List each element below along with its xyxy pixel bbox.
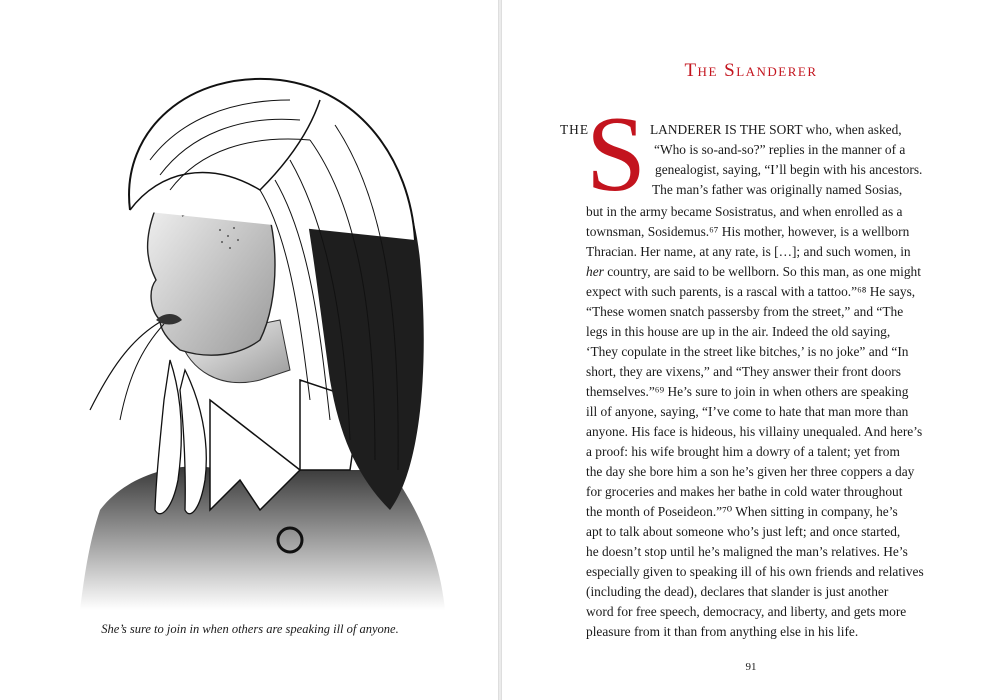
body-line: pleasure from it than from anything else in his life. xyxy=(586,624,859,639)
body-line: expect with such parents, is a rascal with a tattoo.”⁶⁸ He says, xyxy=(586,284,916,299)
page-number: 91 xyxy=(745,661,757,673)
body-line: ‘They copulate in the street like bitches,’ is no joke” and “In xyxy=(586,344,909,359)
drop-cap: S xyxy=(586,95,647,214)
body-line: apt to talk about someone who’s just left; and once started, xyxy=(586,524,901,539)
body-line: the day she bore him a son he’s given her three coppers a day xyxy=(586,464,915,479)
body-line: themselves.”⁶⁹ He’s sure to join in when others are speaking xyxy=(586,384,909,399)
body-line: Thracian. Her name, at any rate, is […]; and such women, in xyxy=(586,244,911,259)
emphasis-word: her xyxy=(586,264,604,279)
lead-word: THE xyxy=(560,122,590,137)
body-line: ill of anyone, saying, “I’ve come to hate that man more than xyxy=(586,404,909,419)
left-page xyxy=(0,0,498,700)
body-line: (including the dead), declares that slander is just another xyxy=(586,584,889,599)
body-line: for groceries and makes her bathe in cold water throughout xyxy=(586,484,903,499)
body-line: LANDERER IS THE SORT who, when asked, xyxy=(650,122,902,137)
body-line: especially given to speaking ill of his own friends and relatives xyxy=(586,564,924,579)
body-line: The man’s father was originally named Sosias, xyxy=(652,182,903,197)
right-page xyxy=(502,0,1000,700)
body-line: anyone. His face is hideous, his villainy unequaled. And here’s xyxy=(586,424,923,439)
body-line: townsman, Sosidemus.⁶⁷ His mother, however, is a wellborn xyxy=(586,224,910,239)
woman-portrait-illustration xyxy=(60,40,450,610)
body-line: her country, are said to be wellborn. So this man, as one might xyxy=(586,264,921,279)
body-line: genealogist, saying, “I’ll begin with his ancestors. xyxy=(655,162,923,177)
body-line: “These women snatch passersby from the street,” and “The xyxy=(586,304,904,319)
body-line: legs in this house are up in the air. Indeed the old saying, xyxy=(586,324,891,339)
illustration-caption: She’s sure to join in when others are speaking ill of anyone. xyxy=(101,622,399,636)
body-line: but in the army became Sosistratus, and when enrolled as a xyxy=(586,204,903,219)
chapter-title: The Slanderer xyxy=(684,60,818,81)
body-line: he doesn’t stop until he’s maligned the man’s relatives. He’s xyxy=(586,544,908,559)
body-line: short, they are vixens,” and “They answer their front doors xyxy=(586,364,901,379)
body-line: the month of Poseideon.”⁷⁰ When sitting in company, he’s xyxy=(586,504,898,519)
body-line: a proof: his wife brought him a dowry of a talent; yet from xyxy=(586,444,900,459)
body-line: “Who is so-and-so?” replies in the manner of a xyxy=(654,142,906,157)
body-line: word for free speech, democracy, and liberty, and gets more xyxy=(586,604,907,619)
